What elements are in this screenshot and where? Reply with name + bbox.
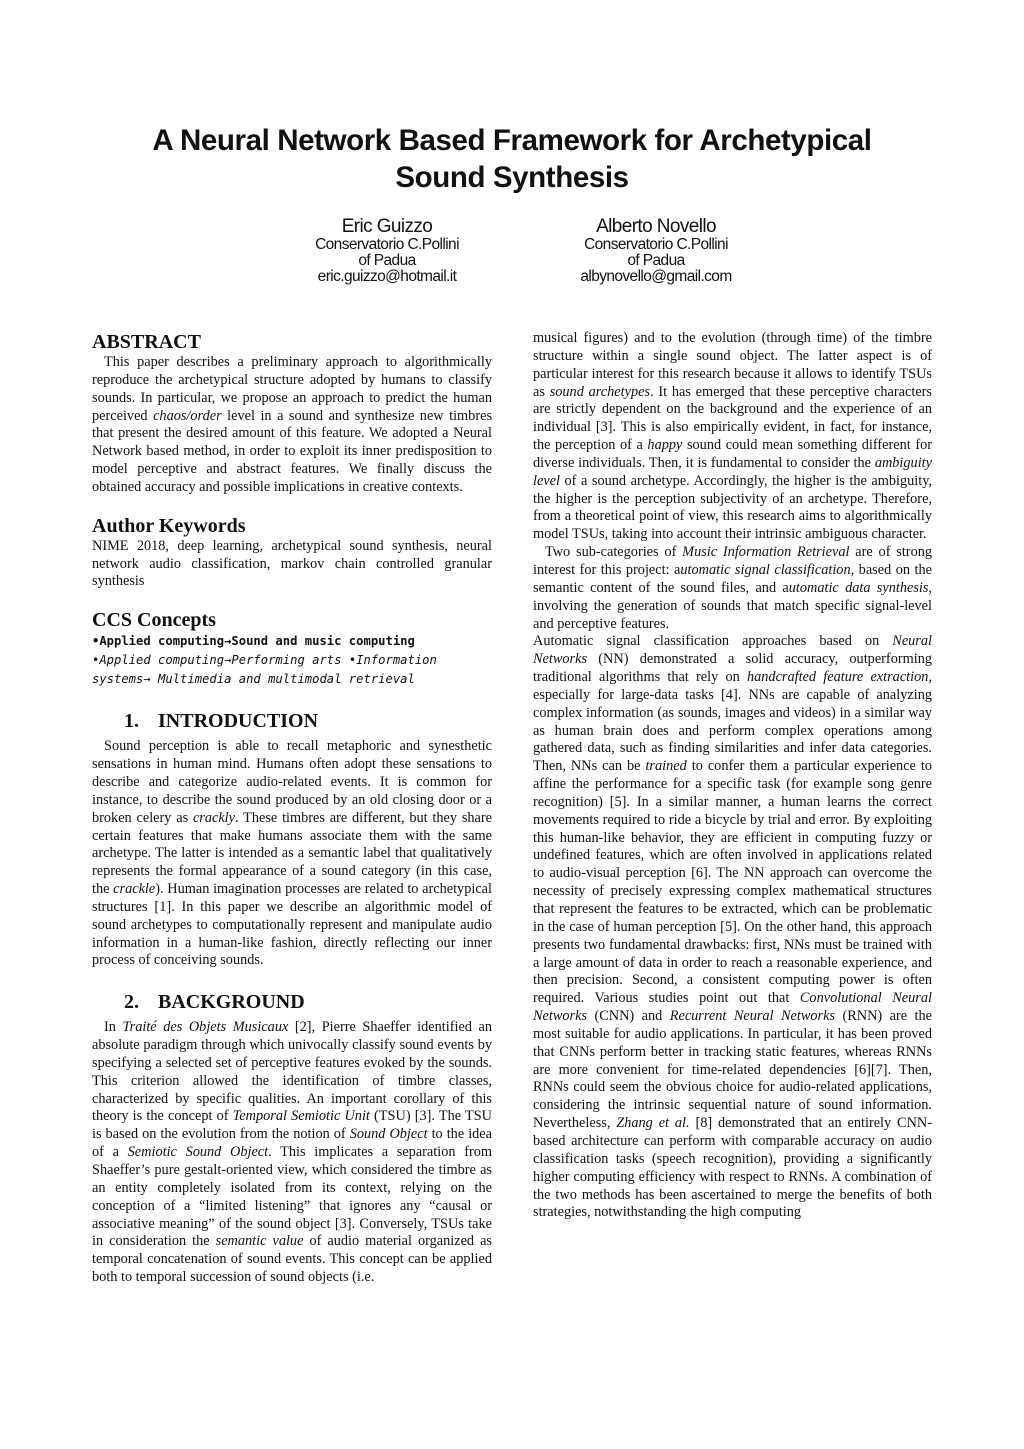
keywords-text: NIME 2018, deep learning, archetypical sound synthesis, neural network audio classification, markov chain controlled granular synthesis xyxy=(92,537,492,590)
background-text: In Traité des Objets Musicaux [2], Pierre Shaeffer identified an absolute paradigm through which univocally classify sound events by specifying a selected set of perceptive features evoked by the sounds. This criterion allowed the identification of timbre classes, characterized by specific qualities. An important corollary of this theory is the concept of Temporal Semiotic Unit (TSU) [3]. The TSU is based on the evolution from the notion of Sound Object to the idea of a Semiotic Sound Object. This implicates a separation from Shaeffer’s pure gestalt-oriented view, which considered the timbre as an entity completely isolated from its context, relying on the conception of a “limited listening” that ignores any “causal or associative meaning” of the sound object [3]. Conversely, TSUs take in consideration the semantic value of audio material organized as temporal concatenation of sound events. This concept can be applied both to temporal succession of sound objects (i.e. xyxy=(92,1019,493,1286)
author-email: albynovello@gmail.com xyxy=(580,268,732,285)
right-paragraph-1: musical figures) and to the evolution (through time) of the timbre structure within a single sound object. The latter aspect is of particular interest for this research because it allows to identify TSUs as sound archetypes. It has emerged that these perceptive characters are strictly dependent on the background and the experience of an individual [3]. This is also empirically evident, in fact, for instance, the perception of a happy sound could mean something different for diverse individuals. Then, it is fundamental to consider the ambiguity level of a sound archetype. Accordingly, the higher is the ambiguity, the higher is the perception subjectivity of an archetype. Therefore, from a theoretical point of view, this research aims to algorithmically model TSUs, taking into account their intrinsic ambiguous character. xyxy=(533,330,933,543)
author-name: Alberto Novello xyxy=(596,216,716,237)
right-paragraph-2: Two sub-categories of Music Information Retrieval are of strong interest for this project: automatic signal classification, based on the semantic content of the sound files, and automatic data synthesis, involving the generation of sounds that match specific signal-level and perceptive features. xyxy=(533,544,933,632)
author-block-1 xyxy=(247,216,527,285)
author-affiliation-city: of Padua xyxy=(358,252,416,269)
title-line-1: A Neural Network Based Framework for Archetypical xyxy=(152,124,872,157)
right-column xyxy=(533,330,932,1222)
author-name: Eric Guizzo xyxy=(341,216,433,237)
right-paragraph-3: Automatic signal classification approaches based on Neural Networks (NN) demonstrated a solid accuracy, outperforming traditional algorithms that rely on handcrafted feature extraction, especially for large-data tasks [4]. NNs are capable of analyzing complex information (as sounds, images and videos) in a similar way as human brain does and perform complex operations among gathered data, such as finding similarities and infer data categories. Then, NNs can be trained to confer them a particular experience to affine the performance for a specific task (for example song genre recognition) [5]. In a similar manner, a human learns the correct movements required to ride a bicycle by trial and error. By exploiting this human-like behavior, they are efficient in computing fuzzy or undefined features, which are often involved in applications related to audio-visual perception [6]. The NN approach can overcome the necessity of precisely expressing complex mathematical structures that represent the features to be extracted, which can be problematic in the case of human perception [5]. On the other hand, this approach presents two fundamental drawbacks: first, NNs must be trained with a large amount of data in order to reach a reasonable experience, and then precision. Second, a consistent computing power is often required. Various studies point out that Convolutional Neural Networks (CNN) and Recurrent Neural Networks (RNN) are the most suitable for audio applications. In particular, it has been proved that CNNs perform better in tracking static features, whereas RNNs are more convenient for time-related dependencies [6][7]. Then, RNNs could seem the obvious choice for audio-related applications, considering the intrinsic sequential nature of sound information. Nevertheless, Zhang et al. [8] demonstrated that an entirely CNN-based architecture can perform with comparable accuracy on audio classification tasks (speech recognition), providing a significantly higher computing efficiency with respect to RNNs. A combination of the two methods has been ascertained to merge the benefits of both strategies, notwithstanding the high computing xyxy=(533,633,933,1221)
author-affiliation-city: of Padua xyxy=(627,252,685,269)
ccs-heading: CCS Concepts xyxy=(92,609,216,632)
title-line-2: Sound Synthesis xyxy=(395,161,629,194)
abstract-text: This paper describes a preliminary approach to algorithmically reproduce the archetypical structure adopted by humans to classify sounds. In particular, we propose an approach to predict the human perceived chaos/order level in a sound and synthesize new timbres that present the desired amount of this feature. We adopted a Neural Network based method, in order to exploit its inner predisposition to model perceptive and abstract features. We finally discuss the obtained accuracy and possible implications in creative contexts. xyxy=(92,354,493,495)
ccs-line-1: •Applied computing→Sound and music computing xyxy=(92,634,415,649)
paper-title xyxy=(80,122,944,196)
author-affiliation: Conservatorio C.Pollini xyxy=(315,236,459,253)
ccs-line-2: •Applied computing→Performing arts •Information systems→ Multimedia and multimodal retrieval xyxy=(92,653,437,687)
keywords-heading: Author Keywords xyxy=(92,514,246,537)
author-affiliation: Conservatorio C.Pollini xyxy=(584,236,728,253)
background-heading: 2. BACKGROUND xyxy=(124,991,305,1014)
intro-heading: 1. INTRODUCTION xyxy=(124,710,319,733)
author-email: eric.guizzo@hotmail.it xyxy=(317,268,457,285)
author-block-2 xyxy=(516,216,796,285)
left-column xyxy=(92,330,492,1287)
intro-text: Sound perception is able to recall metaphoric and synesthetic sensations in human mind. Humans often adopt these sensations to describe and categorize audio-related events. It is common for instance, to describe the sound produced by an old closing door or a broken celery as crackly. These timbres are different, but they share certain features that make humans associate them with the same archetype. The latter is intended as a semantic label that qualitatively represents the formal appearance of a sound category (in this case, the crackle). Human imagination processes are related to archetypical structures [1]. In this paper we describe an algorithmic model of sound archetypes to computationally represent and manipulate audio information in a human-like fashion, directly reflecting our inner process of conceiving sounds. xyxy=(92,738,492,969)
abstract-heading: ABSTRACT xyxy=(92,331,201,353)
ccs-concepts xyxy=(92,632,492,689)
